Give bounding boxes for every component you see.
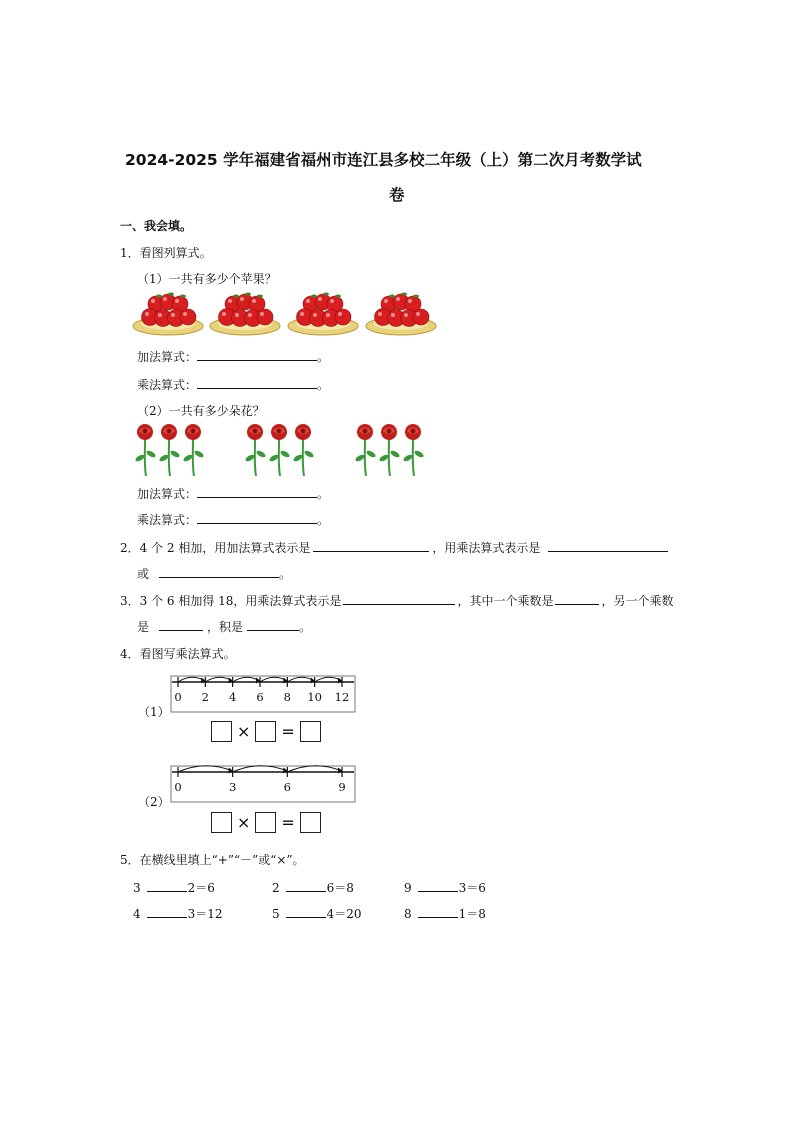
q1-p2-mul-row	[137, 511, 329, 528]
answer-box[interactable]	[211, 812, 232, 833]
answer-blank[interactable]	[247, 618, 299, 631]
q5-label: 5．在横线里填上“+”“－”或“×”。	[120, 853, 305, 867]
equals-sign: =	[281, 813, 295, 832]
tick-label: 4	[229, 690, 237, 704]
rose-flower-icon	[134, 424, 156, 476]
jump-arc	[233, 766, 288, 772]
q5-item	[133, 879, 215, 896]
answer-blank[interactable]	[548, 539, 668, 552]
q5-operand: 2	[272, 881, 280, 895]
add-label: 加法算式：	[137, 350, 198, 364]
operator-blank[interactable]	[147, 905, 187, 918]
q3-text: 3．3 个 6 相加得 18，用乘法算式表示是	[120, 594, 342, 608]
section-heading: 一、我会填。	[120, 219, 193, 233]
answer-blank[interactable]	[159, 618, 203, 631]
page-title-cont: 卷	[389, 186, 405, 204]
times-sign: ×	[237, 722, 251, 741]
answer-box[interactable]	[255, 721, 276, 742]
tick-label: 10	[307, 690, 322, 704]
answer-box[interactable]	[211, 721, 232, 742]
rose-flower-icon	[354, 424, 376, 476]
period: 。	[317, 513, 330, 527]
q5-item	[404, 905, 486, 922]
operator-blank[interactable]	[147, 879, 187, 892]
answer-blank[interactable]	[197, 376, 317, 389]
q1-p1-mul-row	[137, 376, 329, 393]
apple-plate-icon	[133, 293, 203, 336]
q5-operand: 9	[404, 881, 412, 895]
times-sign: ×	[237, 813, 251, 832]
q5-operand: 4	[133, 907, 141, 921]
q4-part2-label: （2）	[138, 795, 170, 809]
rose-flower-icon	[158, 424, 180, 476]
q4-p2-equation	[211, 812, 321, 833]
answer-box[interactable]	[255, 812, 276, 833]
q5-item	[404, 879, 486, 896]
q2-line1	[120, 539, 668, 556]
number-line-1	[170, 670, 360, 716]
q3-line2	[137, 618, 311, 635]
apple-plate-icon	[288, 293, 358, 336]
q5-result: 4＝20	[326, 907, 362, 921]
apple-plate-icon	[210, 293, 280, 336]
answer-box[interactable]	[300, 721, 321, 742]
equals-sign: =	[281, 722, 295, 741]
q5-result: 3＝6	[458, 881, 486, 895]
q2-text: 2．4 个 2 相加，用加法算式表示是	[120, 541, 311, 555]
period: 。	[317, 378, 330, 392]
q4-label: 4．看图写乘法算式。	[120, 647, 236, 661]
q5-operand: 8	[404, 907, 412, 921]
answer-blank[interactable]	[555, 592, 599, 605]
q5-result: 1＝8	[458, 907, 486, 921]
answer-box[interactable]	[300, 812, 321, 833]
flowers-figure	[132, 420, 432, 476]
q1-p2-add-row	[137, 485, 329, 502]
q5-operand: 3	[133, 881, 141, 895]
rose-flower-icon	[268, 424, 290, 476]
q5-item	[133, 905, 223, 922]
operator-blank[interactable]	[286, 879, 326, 892]
answer-blank[interactable]	[197, 348, 317, 361]
q2-line2	[137, 565, 291, 582]
rose-flower-icon	[292, 424, 314, 476]
q4-p1-equation	[211, 721, 321, 742]
tick-label: 9	[338, 780, 346, 794]
number-line-2	[170, 760, 360, 806]
q3-text: ，另一个乘数	[601, 594, 674, 608]
mul-label: 乘法算式：	[137, 513, 198, 527]
answer-blank[interactable]	[313, 539, 429, 552]
q3-text: ，积是	[207, 620, 244, 634]
operator-blank[interactable]	[418, 879, 458, 892]
period: 。	[317, 487, 330, 501]
rose-flower-icon	[182, 424, 204, 476]
period: 。	[279, 567, 292, 581]
operator-blank[interactable]	[286, 905, 326, 918]
tick-label: 0	[174, 780, 182, 794]
q5-item	[272, 905, 362, 922]
operator-blank[interactable]	[418, 905, 458, 918]
tick-label: 8	[283, 690, 291, 704]
page-title: 2024-2025 学年福建省福州市连江县多校二年级（上）第二次月考数学试	[125, 151, 642, 169]
answer-blank[interactable]	[343, 592, 455, 605]
q3-text: ，其中一个乘数是	[457, 594, 554, 608]
q5-result: 6＝8	[326, 881, 354, 895]
rose-flower-icon	[402, 424, 424, 476]
rose-flower-icon	[378, 424, 400, 476]
period: 。	[317, 350, 330, 364]
q3-text: 是	[137, 620, 150, 634]
tick-label: 6	[256, 690, 264, 704]
apple-plate-icon	[366, 293, 436, 336]
answer-blank[interactable]	[159, 565, 279, 578]
tick-label: 2	[201, 690, 209, 704]
rose-flower-icon	[244, 424, 266, 476]
jump-arc	[178, 766, 233, 772]
q2-text: ，用乘法算式表示是	[432, 541, 541, 555]
q1-p1-add-row	[137, 348, 329, 365]
q5-result: 3＝12	[187, 907, 223, 921]
tick-label: 12	[334, 690, 350, 704]
q2-text: 或	[137, 567, 150, 581]
q5-operand: 5	[272, 907, 280, 921]
q4-part1-label: （1）	[138, 705, 170, 719]
add-label: 加法算式：	[137, 487, 198, 501]
q5-item	[272, 879, 354, 896]
q1-label: 1．看图列算式。	[120, 246, 212, 260]
apple-plates-figure	[132, 290, 442, 340]
mul-label: 乘法算式：	[137, 378, 198, 392]
q1-part1: （1）一共有多少个苹果？	[137, 272, 277, 286]
tick-label: 0	[174, 690, 182, 704]
q3-line1	[120, 592, 673, 609]
tick-label: 6	[283, 780, 291, 794]
q5-result: 2＝6	[187, 881, 215, 895]
jump-arc	[287, 766, 342, 772]
answer-blank[interactable]	[197, 511, 317, 524]
q1-part2: （2）一共有多少朵花？	[137, 404, 265, 418]
period: 。	[299, 620, 312, 634]
answer-blank[interactable]	[197, 485, 317, 498]
tick-label: 3	[229, 780, 237, 794]
